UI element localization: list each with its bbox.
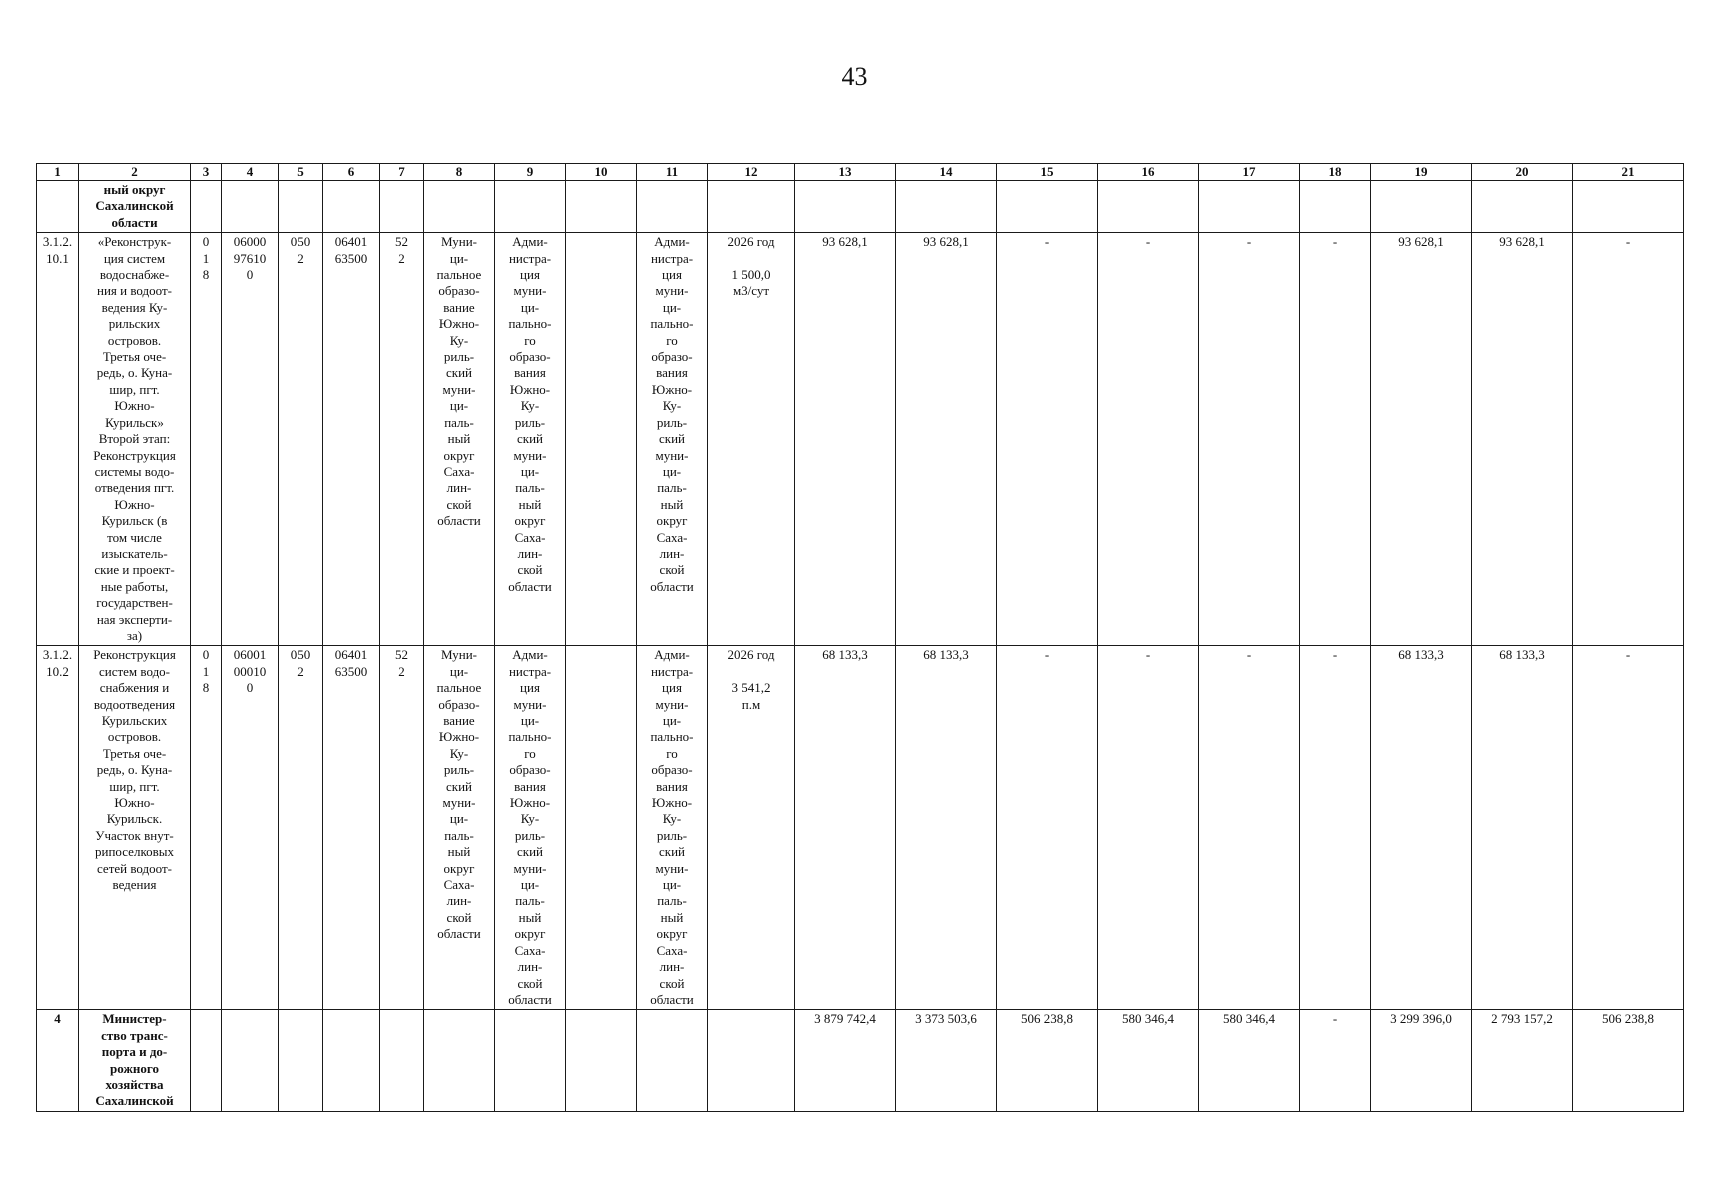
table-cell: -: [1573, 233, 1684, 646]
table-cell: 3.1.2. 10.1: [37, 233, 79, 646]
table-cell: -: [1098, 233, 1199, 646]
table-cell: Муни- ци- пальное образо- вание Южно- Ку- риль- ский муни- ци- паль- ный округ Саха- лин- ской области: [424, 646, 495, 1010]
table-row: [37, 646, 1684, 1010]
table-cell: -: [997, 646, 1098, 1010]
column-header: 17: [1199, 164, 1300, 181]
table-cell: 050 2: [279, 233, 323, 646]
column-header: 19: [1371, 164, 1472, 181]
table-cell: [222, 181, 279, 233]
table-cell: [566, 1010, 637, 1111]
table-cell: 06001 00010 0: [222, 646, 279, 1010]
table-cell: Адми- нистра- ция муни- ци- пально- го образо- вания Южно- Ку- риль- ский муни- ци- паль- ный округ Саха- лин- ской области: [637, 233, 708, 646]
table-cell: [708, 181, 795, 233]
column-header: 10: [566, 164, 637, 181]
table-cell: [637, 181, 708, 233]
table-cell: 4: [37, 1010, 79, 1111]
table-cell: 06401 63500: [323, 233, 380, 646]
table-cell: -: [1300, 646, 1371, 1010]
table-cell: [380, 1010, 424, 1111]
table-cell: -: [1199, 646, 1300, 1010]
table-cell: [1300, 181, 1371, 233]
table-cell: Министер- ство транс- порта и до- рожного хозяйства Сахалинской: [79, 1010, 191, 1111]
table-cell: Муни- ци- пальное образо- вание Южно- Ку- риль- ский муни- ци- паль- ный округ Саха- лин- ской области: [424, 233, 495, 646]
table-cell: 06000 97610 0: [222, 233, 279, 646]
table-cell: [566, 646, 637, 1010]
table-cell: [279, 181, 323, 233]
table-cell: [997, 181, 1098, 233]
table-row: [37, 233, 1684, 646]
table-cell: [566, 181, 637, 233]
table-cell: [191, 1010, 222, 1111]
table-cell: 050 2: [279, 646, 323, 1010]
table-cell: 68 133,3: [1371, 646, 1472, 1010]
table-cell: [424, 1010, 495, 1111]
table-cell: [323, 1010, 380, 1111]
column-header: 16: [1098, 164, 1199, 181]
column-header: 21: [1573, 164, 1684, 181]
column-header: 9: [495, 164, 566, 181]
column-header: 13: [795, 164, 896, 181]
column-header: 5: [279, 164, 323, 181]
column-header: 18: [1300, 164, 1371, 181]
table-cell: 506 238,8: [1573, 1010, 1684, 1111]
table-cell: 68 133,3: [1472, 646, 1573, 1010]
table-cell: -: [1199, 233, 1300, 646]
column-header: 3: [191, 164, 222, 181]
table-cell: [708, 1010, 795, 1111]
table-cell: [495, 1010, 566, 1111]
table-cell: 52 2: [380, 646, 424, 1010]
table-cell: -: [1573, 646, 1684, 1010]
table-cell: Адми- нистра- ция муни- ци- пально- го образо- вания Южно- Ку- риль- ский муни- ци- паль- ный округ Саха- лин- ской области: [495, 233, 566, 646]
column-header: 8: [424, 164, 495, 181]
column-header: 14: [896, 164, 997, 181]
table-cell: [1199, 181, 1300, 233]
table-header-row: [37, 164, 1684, 181]
table-cell: 68 133,3: [795, 646, 896, 1010]
table-cell: 93 628,1: [1371, 233, 1472, 646]
table-cell: -: [1300, 233, 1371, 646]
table-cell: -: [997, 233, 1098, 646]
column-header: 15: [997, 164, 1098, 181]
table-cell: [1098, 181, 1199, 233]
table-cell: [191, 181, 222, 233]
table-cell: 2026 год 3 541,2 п.м: [708, 646, 795, 1010]
column-header: 6: [323, 164, 380, 181]
table-cell: [495, 181, 566, 233]
table-row: [37, 181, 1684, 233]
table-cell: [1573, 181, 1684, 233]
table-cell: [380, 181, 424, 233]
table-cell: 3.1.2. 10.2: [37, 646, 79, 1010]
table-cell: 93 628,1: [1472, 233, 1573, 646]
table-cell: 0 1 8: [191, 233, 222, 646]
table-cell: 06401 63500: [323, 646, 380, 1010]
column-header: 12: [708, 164, 795, 181]
table-cell: 52 2: [380, 233, 424, 646]
table-cell: [795, 181, 896, 233]
table-cell: 68 133,3: [896, 646, 997, 1010]
table-cell: [566, 233, 637, 646]
page-number: 43: [841, 62, 868, 91]
table-cell: «Реконструк- ция систем водоснабже- ния и водоот- ведения Ку- рильских островов. Третья оче- редь, о. Куна- шир, пгт. Южно- Курильск» Второй этап: Реконструкция системы водо- отведения пгт. Южно- Курильск (в том числе изыскатель- ские и проект- ные работы, государствен- ная эксперти- за): [79, 233, 191, 646]
table-cell: 93 628,1: [795, 233, 896, 646]
column-header: 11: [637, 164, 708, 181]
column-header: 20: [1472, 164, 1573, 181]
table-cell: ный округ Сахалинской области: [79, 181, 191, 233]
table-cell: 2026 год 1 500,0 м3/сут: [708, 233, 795, 646]
table-cell: Адми- нистра- ция муни- ци- пально- го образо- вания Южно- Ку- риль- ский муни- ци- паль- ный округ Саха- лин- ской области: [637, 646, 708, 1010]
table-cell: 580 346,4: [1199, 1010, 1300, 1111]
column-header: 2: [79, 164, 191, 181]
table-cell: [424, 181, 495, 233]
table-row: [37, 1010, 1684, 1111]
column-header: 1: [37, 164, 79, 181]
table-cell: 2 793 157,2: [1472, 1010, 1573, 1111]
budget-table: [36, 163, 1684, 1112]
table-cell: [323, 181, 380, 233]
table-cell: 3 879 742,4: [795, 1010, 896, 1111]
table-cell: 3 299 396,0: [1371, 1010, 1472, 1111]
table-cell: -: [1300, 1010, 1371, 1111]
table-cell: 0 1 8: [191, 646, 222, 1010]
table-cell: -: [1098, 646, 1199, 1010]
column-header: 4: [222, 164, 279, 181]
table-cell: 580 346,4: [1098, 1010, 1199, 1111]
table-cell: Адми- нистра- ция муни- ци- пально- го образо- вания Южно- Ку- риль- ский муни- ци- паль- ный округ Саха- лин- ской области: [495, 646, 566, 1010]
table-cell: 506 238,8: [997, 1010, 1098, 1111]
table-cell: [1371, 181, 1472, 233]
table-cell: 93 628,1: [896, 233, 997, 646]
table-cell: [637, 1010, 708, 1111]
table-cell: [222, 1010, 279, 1111]
table-cell: [279, 1010, 323, 1111]
table-cell: Реконструкция систем водо- снабжения и водоотведения Курильских островов. Третья оче- редь, о. Куна- шир, пгт. Южно- Курильск. Участок внут- рипоселковых сетей водоот- ведения: [79, 646, 191, 1010]
table-cell: [1472, 181, 1573, 233]
column-header: 7: [380, 164, 424, 181]
table-cell: [896, 181, 997, 233]
table-cell: [37, 181, 79, 233]
table-cell: 3 373 503,6: [896, 1010, 997, 1111]
